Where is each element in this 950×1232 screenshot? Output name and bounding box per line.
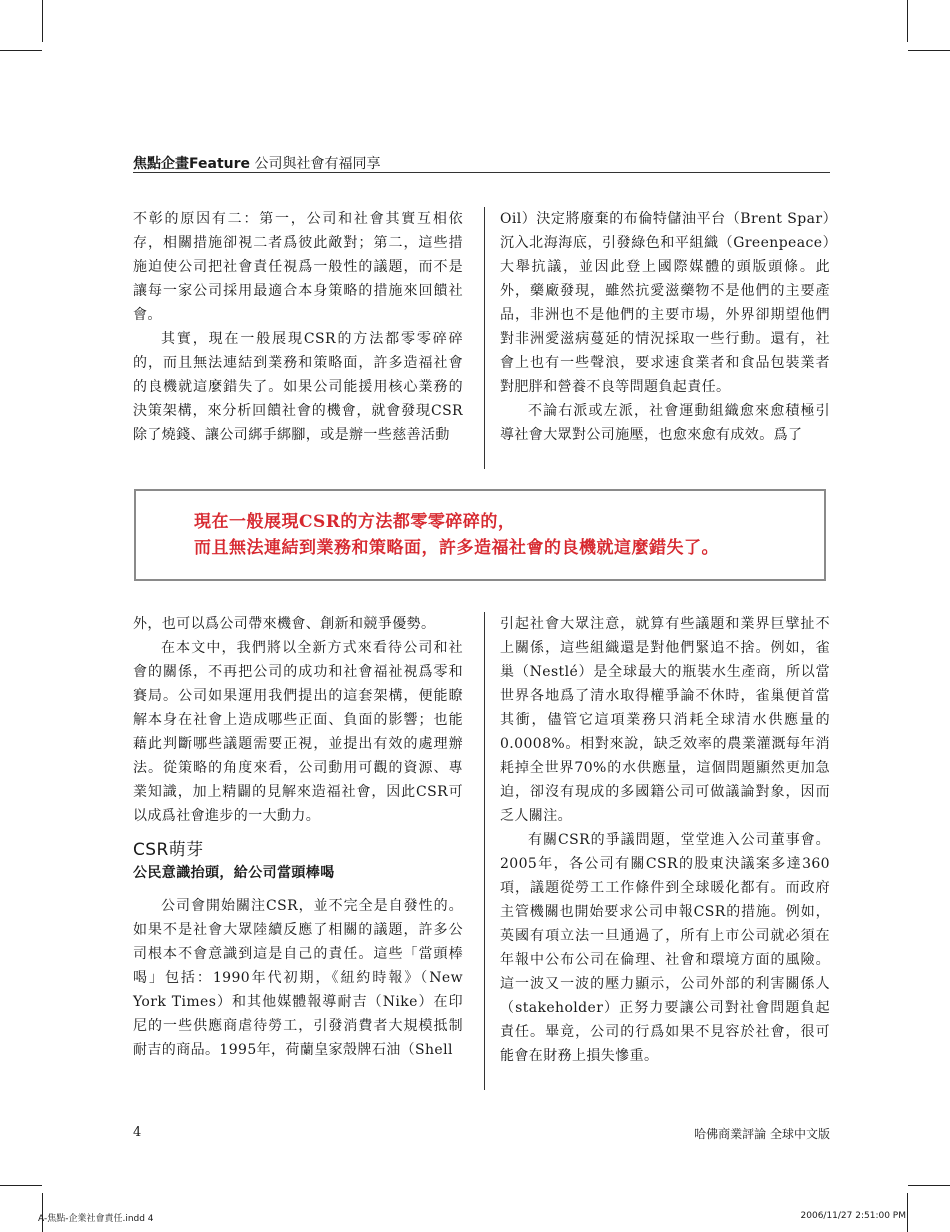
header-rule (133, 172, 830, 173)
paragraph: 不彰的原因有二：第一，公司和社會其實互相依存，相關措施卻視二者爲彼此敵對；第二，這些措施迫使公司把社會責任視爲一般性的議題，而不是讓每一家公司採用最適合本身策略的措施來回饋社會。 (133, 211, 463, 323)
page-number: 4 (133, 1125, 142, 1140)
crop-mark (0, 50, 42, 51)
crop-mark (42, 0, 43, 42)
column-right-top (500, 207, 830, 447)
paragraph: 引起社會大眾注意，就算有些議題和業界巨擘扯不上關係，這些組織還是對他們緊追不捨。例如，雀巢（Nestlé）是全球最大的瓶裝水生產商，所以當世界各地爲了清水取得權爭論不休時，雀巢便首當其衝，儘管它這項業務只消耗全球清水供應量的0.0008%。相對來說，缺乏效率的農業灌溉每年消耗掉全世界70%的水供應量，這個問題顯然更加急迫，卻沒有現成的多國籍公司可做議論對象，因而乏人關注。 (500, 616, 830, 824)
crop-mark (908, 50, 950, 51)
paragraph: 其實，現在一般展現CSR的方法都零零碎碎的，而且無法連結到業務和策略面，許多造福社會的良機就這麼錯失了。如果公司能援用核心業務的決策架構，來分析回饋社會的機會，就會發現CSR除了燒錢、讓公司綁手綁腳，或是辦一些慈善活動 (133, 331, 463, 443)
crop-mark (0, 1185, 42, 1186)
pull-quote-line: 而且無法連結到業務和策略面，許多造福社會的良機就這麼錯失了。 (194, 538, 719, 558)
crop-mark (908, 1185, 950, 1186)
publication-name: 哈佛商業評論 全球中文版 (694, 1127, 830, 1141)
column-divider (484, 612, 485, 1090)
crop-mark (907, 0, 908, 42)
paragraph: 在本文中，我們將以全新方式來看待公司和社會的關係，不再把公司的成功和社會福祉視爲零和賽局。公司如果運用我們提出的這套架構，便能瞭解本身在社會上造成哪些正面、負面的影響；也能藉此判斷哪些議題需要正視，並提出有效的處理辦法。從策略的角度來看，公司動用可觀的資源、專業知識，加上精闢的見解來造福社會，因此CSR可以成爲社會進步的一大動力。 (133, 640, 463, 824)
header-section: 焦點企畫 (133, 156, 189, 172)
section-subtitle: 公民意識抬頭，給公司當頭棒喝 (133, 865, 335, 881)
crop-mark (907, 1193, 908, 1232)
column-left-bottom (133, 612, 463, 1062)
paragraph: 有關CSR的爭議問題，堂堂進入公司董事會。2005年，各公司有關CSR的股東決議案多達360項，議題從勞工工作條件到全球暖化都有。而政府主管機關也開始要求公司申報CSR的措施。例如，英國有項立法一旦通過了，所有上市公司就必須在年報中公布公司在倫理、社會和環境方面的風險。這一波又一波的壓力顯示，公司外部的利害關係人（stakeholder）正努力要讓公司對社會問題負起責任。畢竟，公司的行爲如果不見容於社會，很可能會在財務上損失慘重。 (500, 832, 830, 1064)
slug-timestamp: 2006/11/27 2:51:00 PM (800, 1211, 906, 1221)
paragraph: Oil）決定將廢棄的布倫特儲油平台（Brent Spar）沉入北海海底，引發綠色和平組織（Greenpeace）大舉抗議，並因此登上國際媒體的頭版頭條。此外，藥廠發現，雖然抗愛滋藥物不是他們的主要產品，非洲也不是他們的主要市場，外界卻期望他們對非洲愛滋病蔓延的情況採取一些行動。還有，社會上也有一些聲浪，要求速食業者和食品包裝業者對肥胖和營養不良等問題負起責任。 (500, 211, 830, 395)
paragraph: 外，也可以爲公司帶來機會、創新和競爭優勢。 (133, 616, 436, 632)
slug-filename: A-焦點-企業社會責任.indd 4 (38, 1214, 154, 1224)
paragraph: 不論右派或左派，社會運動組織愈來愈積極引導社會大眾對公司施壓，也愈來愈有成效。爲了 (500, 403, 830, 443)
section-title: CSR萌芽 (133, 840, 204, 860)
header-feature: Feature (189, 156, 250, 172)
column-divider (484, 207, 485, 469)
column-left-top (133, 207, 463, 447)
header-title: 公司與社會有福同享 (254, 156, 381, 172)
pull-quote-line: 現在一般展現CSR的方法都零零碎碎的， (194, 512, 516, 532)
paragraph: 公司會開始關注CSR，並不完全是自發性的。如果不是社會大眾陸續反應了相關的議題，許多公司根本不會意識到這是自己的責任。這些「當頭棒喝」包括：1990年代初期，《紐約時報》（New York Times）和其他媒體報導耐吉（Nike）在印尼的一些供應商虐待勞工，引發消費者大規模抵制耐吉的商品。1995年，荷蘭皇家殼牌石油（Shell (133, 898, 463, 1058)
running-header (133, 153, 830, 173)
pull-quote (134, 489, 826, 581)
column-right-bottom (500, 612, 830, 1068)
